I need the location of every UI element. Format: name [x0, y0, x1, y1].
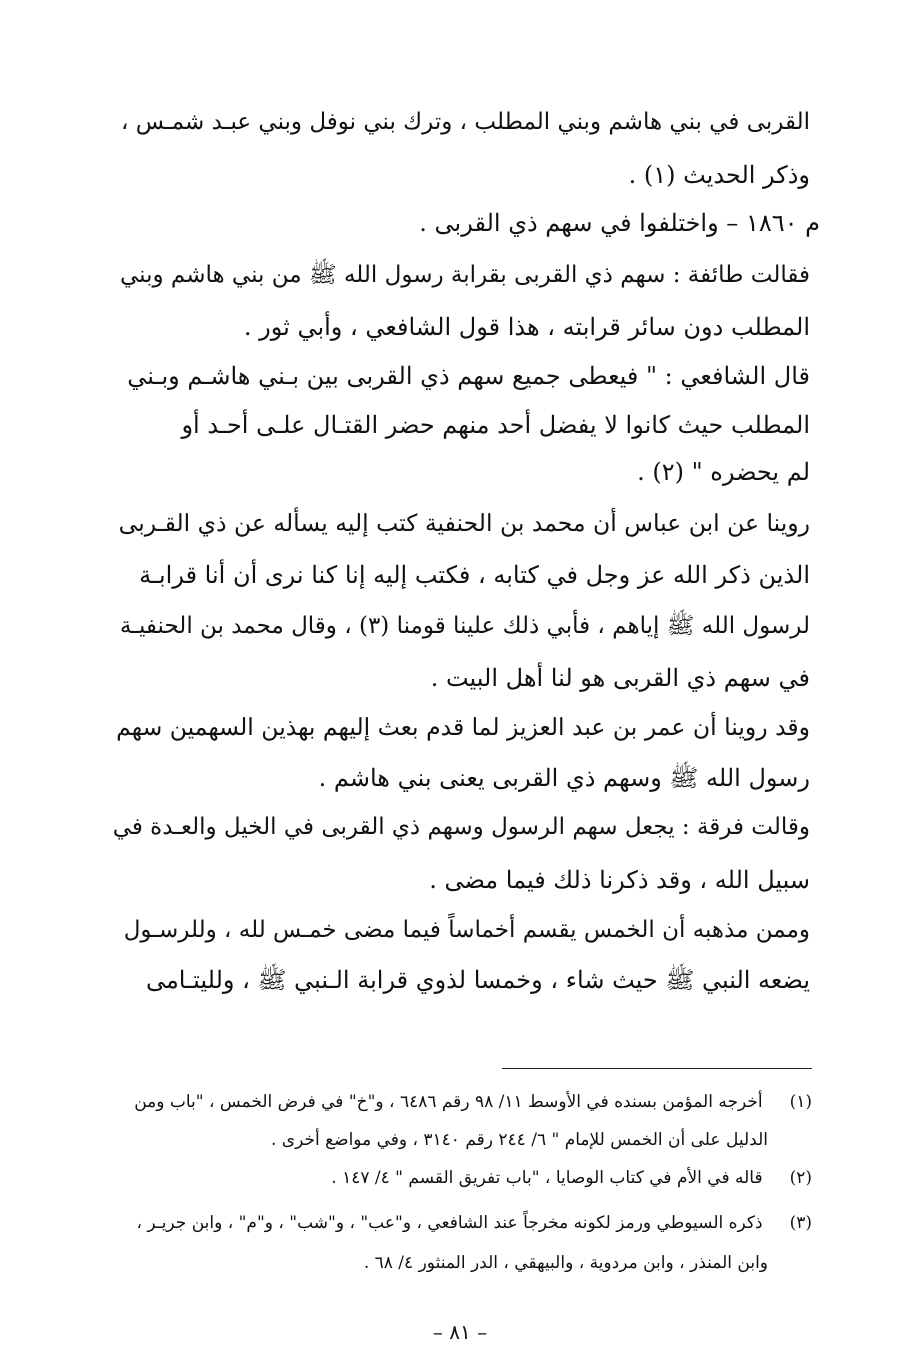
footnote-1-continuation	[271, 1125, 768, 1155]
footnote-text: قاله في الأم في كتاب الوصايا ، "باب تفريق القسم " ٤/ ١٤٧ .	[331, 1168, 763, 1188]
body-line: وممن مذهبه أن الخمس يقسم أخماساً فيما مضى خمـس لله ، وللرسـول	[123, 917, 810, 943]
body-line: المطلب حيث كانوا لا يفضل أحد منهم حضر القتـال علـى أحـد أو	[181, 411, 810, 439]
body-line: وقالت فرقة : يجعل سهم الرسول وسهم ذي القربى في الخيل والعـدة في	[112, 814, 810, 840]
footnote-2	[331, 1163, 812, 1193]
footnote-number: (١)	[789, 1092, 812, 1112]
body-line: روينا عن ابن عباس أن محمد بن الحنفية كتب إليه يسأله عن ذي القـربى	[118, 509, 810, 537]
footnote-3	[136, 1208, 812, 1238]
body-line: القربى في بني هاشم وبني المطلب ، وترك بني نوفل وبني عبـد شمـس ،	[120, 109, 810, 135]
body-line: لم يحضره " (٢) .	[637, 458, 810, 486]
section-heading-1860: م ١٨٦٠ – واختلفوا في سهم ذي القربى .	[419, 209, 820, 237]
footnote-text: ذكره السيوطي ورمز لكونه مخرجاً عند الشافعي ، و"عب" ، و"شب" ، و"م" ، وابن جريـر ،	[136, 1213, 763, 1233]
body-line: الذين ذكر الله عز وجل في كتابه ، فكتب إليه إنا كنا نرى أن أنا قرابـة	[139, 561, 810, 589]
body-line: لرسول الله ﷺ إياهم ، فأبي ذلك علينا قومنا (٣) ، وقال محمد بن الحنفيـة	[119, 613, 810, 639]
footnote-text: أخرجه المؤمن بسنده في الأوسط ١١/ ٩٨ رقم ٦٤٨٦ ، و"خ" في فرض الخمس ، "باب ومن	[134, 1092, 763, 1112]
footnote-text: وابن المنذر ، وابن مردوية ، والبيهقي ، الدر المنثور ٤/ ٦٨ .	[363, 1253, 768, 1273]
body-line: وقد روينا أن عمر بن عبد العزيز لما قدم بعث إليهم بهذين السهمين سهم	[116, 713, 810, 741]
footnote-3-continuation	[364, 1248, 768, 1278]
body-line: قال الشافعي : " فيعطى جميع سهم ذي القربى بين بـني هاشـم وبـني	[127, 362, 810, 390]
body-line: رسول الله ﷺ وسهم ذي القربى يعنى بني هاشم .	[318, 764, 810, 792]
body-line: يضعه النبي ﷺ حيث شاء ، وخمسا لذوي قرابة الـنبي ﷺ ، ولليتـامى	[145, 966, 810, 994]
body-line: المطلب دون سائر قرابته ، هذا قول الشافعي ، وأبي ثور .	[243, 313, 810, 341]
footnote-separator	[502, 1068, 812, 1069]
footnote-number: (٣)	[789, 1213, 812, 1233]
body-line: سبيل الله ، وقد ذكرنا ذلك فيما مضى .	[429, 866, 810, 894]
footnote-text: الدليل على أن الخمس للإمام " ٦/ ٢٤٤ رقم ٣١٤٠ ، وفي مواضع أخرى .	[270, 1130, 768, 1150]
footnote-number: (٢)	[789, 1168, 812, 1188]
page-number: – ٨١ –	[432, 1320, 488, 1344]
footnote-1	[134, 1087, 812, 1117]
body-line: فقالت طائفة : سهم ذي القربى بقرابة رسول الله ﷺ من بني هاشم وبني	[119, 262, 810, 288]
body-line: وذكر الحديث (١) .	[628, 161, 810, 189]
body-line: في سهم ذي القربى هو لنا أهل البيت .	[430, 664, 810, 692]
